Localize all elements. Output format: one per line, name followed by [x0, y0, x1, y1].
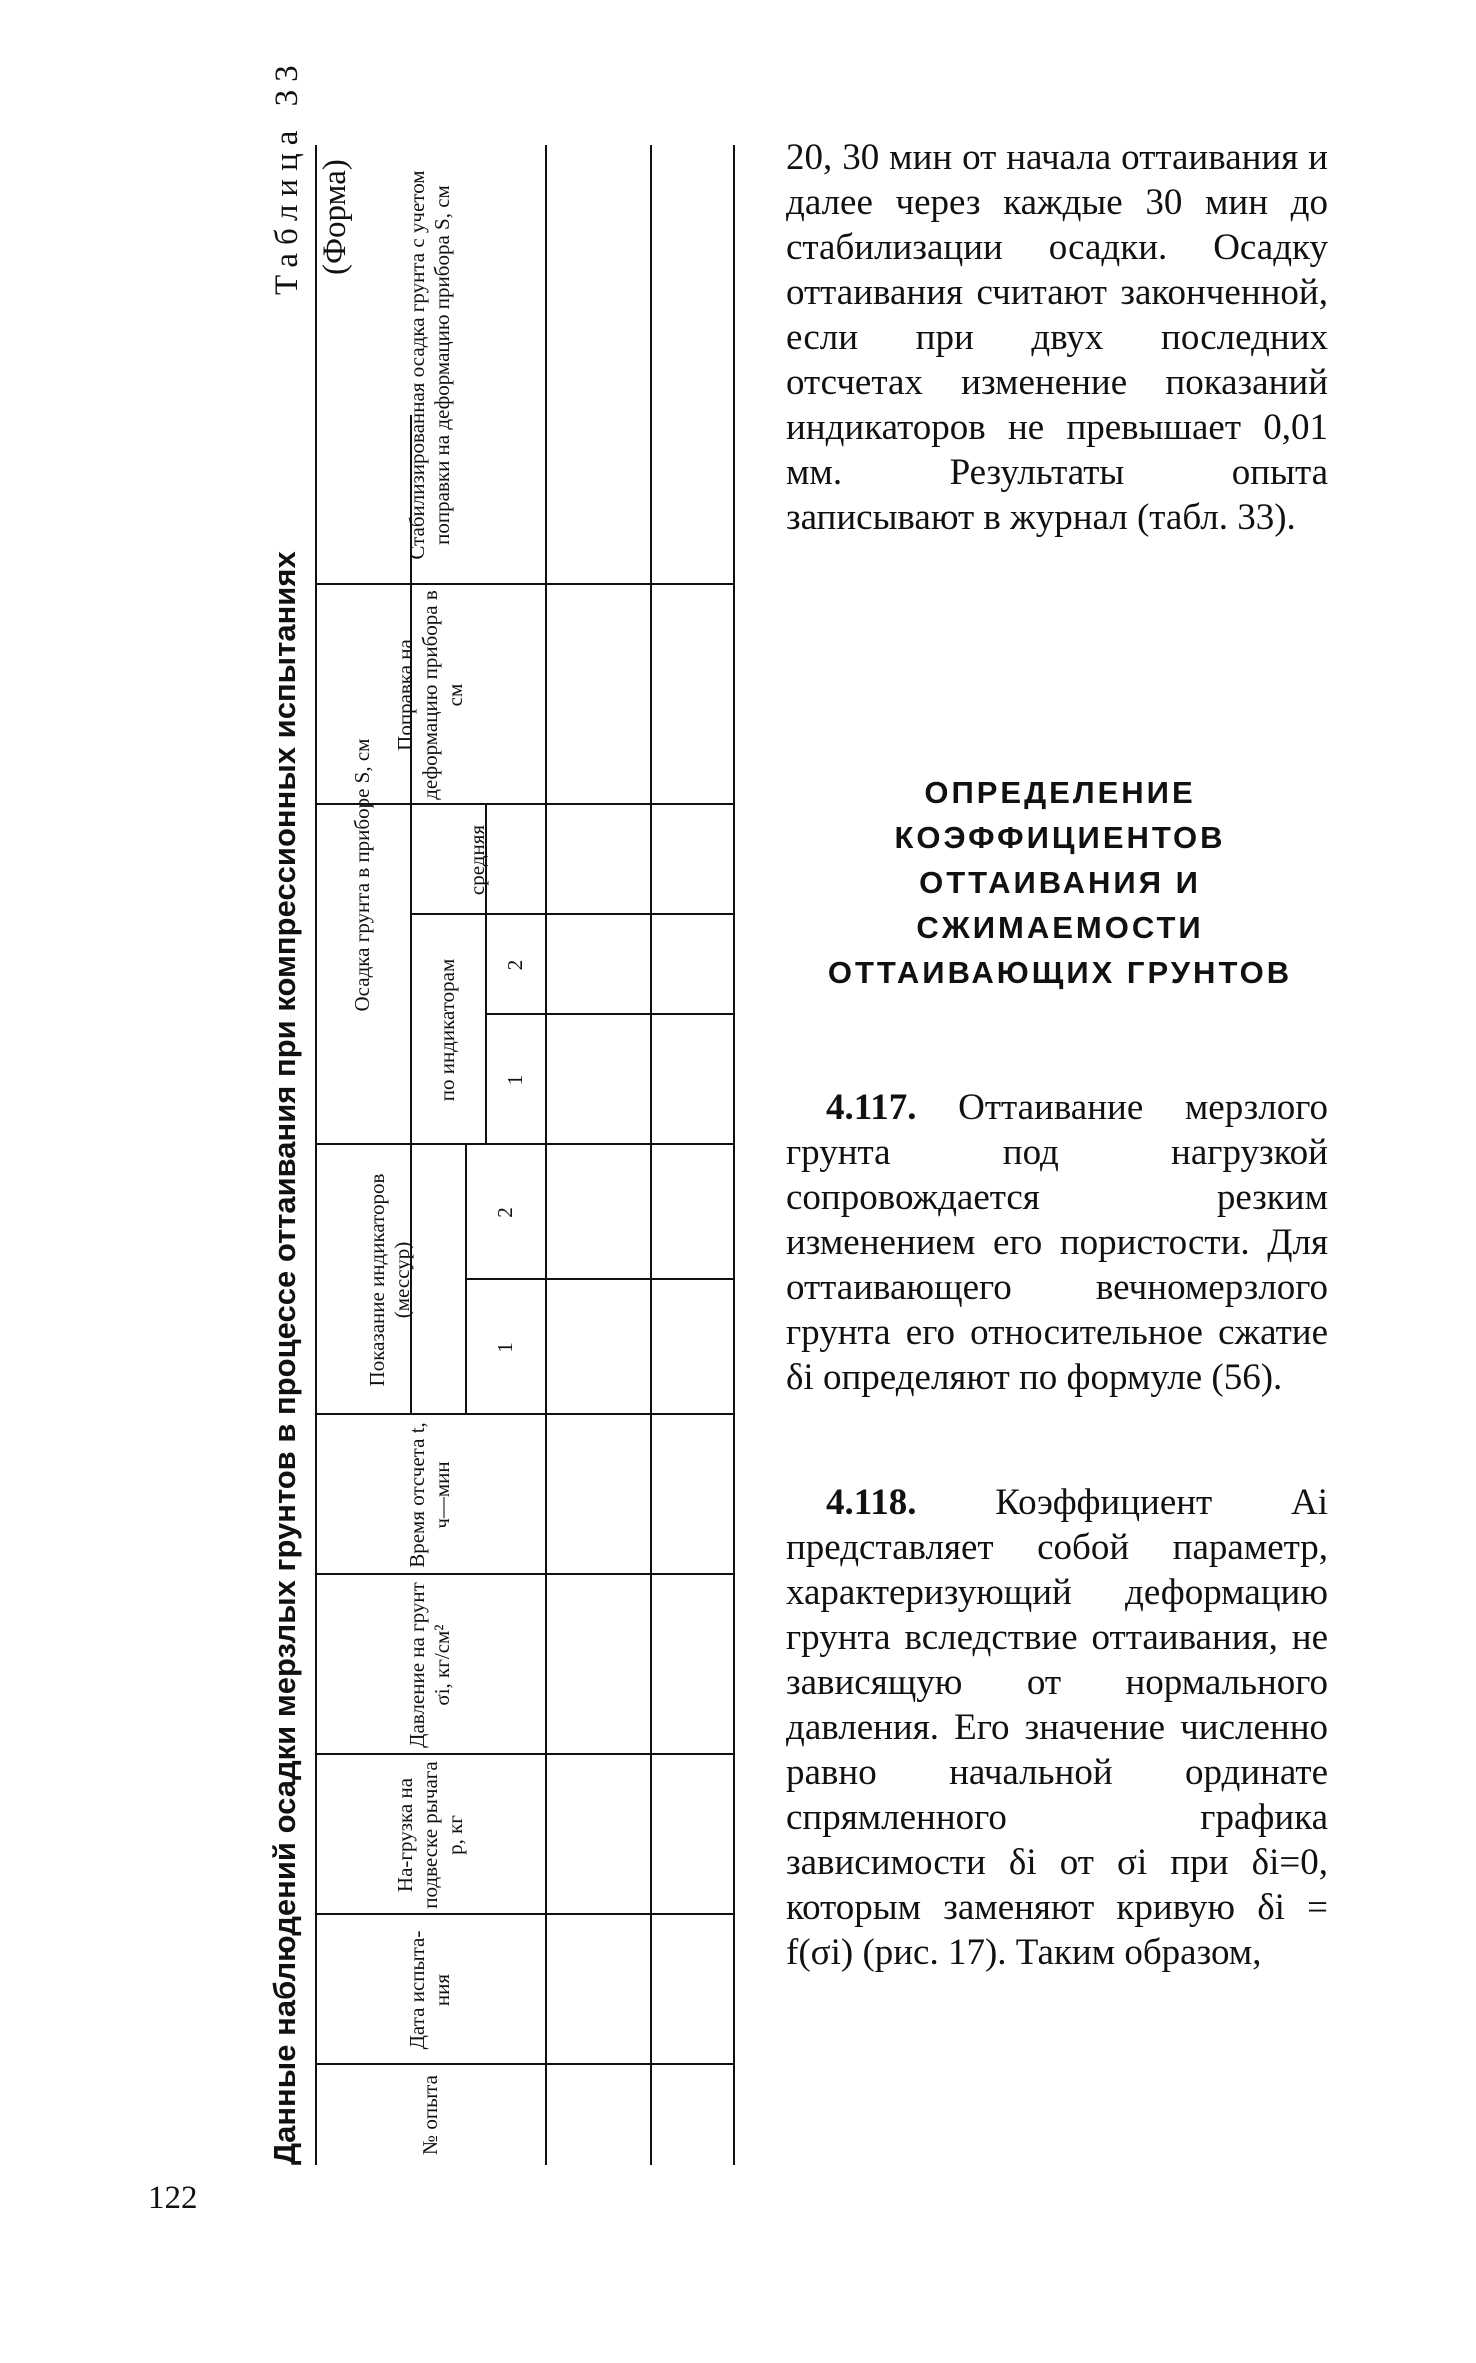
header-settlement-2: 2: [502, 959, 527, 971]
header-indicator-1: 1: [492, 1342, 517, 1353]
header-settlement: Осадка грунта в приборе S, см: [350, 738, 374, 1012]
rule-row: [733, 145, 735, 2165]
header-correction: Поправка на деформацию прибора в см: [392, 590, 467, 800]
header-indicators: Показание индикаторов (мессур): [365, 1173, 414, 1387]
header-pressure: Давление на грунт σi, кг/см²: [405, 1582, 454, 1748]
header-settlement-1: 1: [502, 1074, 527, 1086]
paragraph-intro: 20, 30 мин от начала оттаивания и далее через каждые 30 мин до стабилизации осадки. Осадку оттаивания считают законченной, если при двух последних отсчетах изменение показаний индикаторов не превышает 0,01 мм. Результаты опыта записывают в журнал (табл. 33).: [786, 137, 1328, 538]
rule-row: [650, 145, 652, 2165]
header-experiment-no: № опыта: [417, 2075, 442, 2155]
table-caption: Данные наблюдений осадки мерзлых грунтов в процессе оттаивания при компрессионных испытаниях: [267, 551, 302, 2165]
paragraph-4-117: [786, 1085, 1328, 1400]
header-indicator-2: 2: [492, 1207, 517, 1218]
table-form-note: (Форма): [317, 159, 353, 275]
observation-table: [315, 145, 735, 2165]
paragraph-4-118: [786, 1480, 1328, 1975]
paragraph-body: Оттаивание мерзлого грунта под нагрузкой сопровождается резким изменением его пористости. Для оттаивающего вечномерзлого грунта его относительное сжатие δi определяют по формуле (56).: [786, 1087, 1328, 1398]
paragraph-number: 4.118.: [826, 1482, 917, 1523]
page-number: 122: [148, 2180, 198, 2216]
header-stabilized: Стабилизированная осадка грунта с учетом поправки на деформацию прибора S, см: [405, 170, 454, 560]
table-label: Таблица 33: [269, 57, 305, 295]
section-heading: ОПРЕДЕЛЕНИЕ КОЭФФИЦИЕНТОВ ОТТАИВАНИЯ И СЖИМАЕМОСТИ ОТТАИВАЮЩИХ ГРУНТОВ: [827, 775, 1293, 990]
header-date: Дата испыта-ния: [405, 1930, 454, 2050]
header-settlement-mean: средняя: [465, 824, 489, 896]
paragraph-number: 4.117.: [826, 1087, 917, 1128]
rotated-table-block: [265, 57, 735, 2165]
header-load: На-грузка на подвеске рычага p, кг: [392, 1761, 467, 1909]
header-by-indicators: по индикаторам: [435, 958, 459, 1102]
rule-header-bottom: [545, 145, 547, 2165]
paragraph-body: Коэффициент Ai представляет собой параметр, характеризующий деформацию грунта вследствие оттаивания, не зависящую от нормального давления. Его значение численно равно начальной ординате спрямленного графика зависимости δi от σi при δi=0, которым заменяют кривую δi = f(σi) (рис. 17). Таким образом,: [786, 1482, 1329, 1973]
header-time: Время отсчета t, ч—мин: [405, 1422, 454, 1568]
